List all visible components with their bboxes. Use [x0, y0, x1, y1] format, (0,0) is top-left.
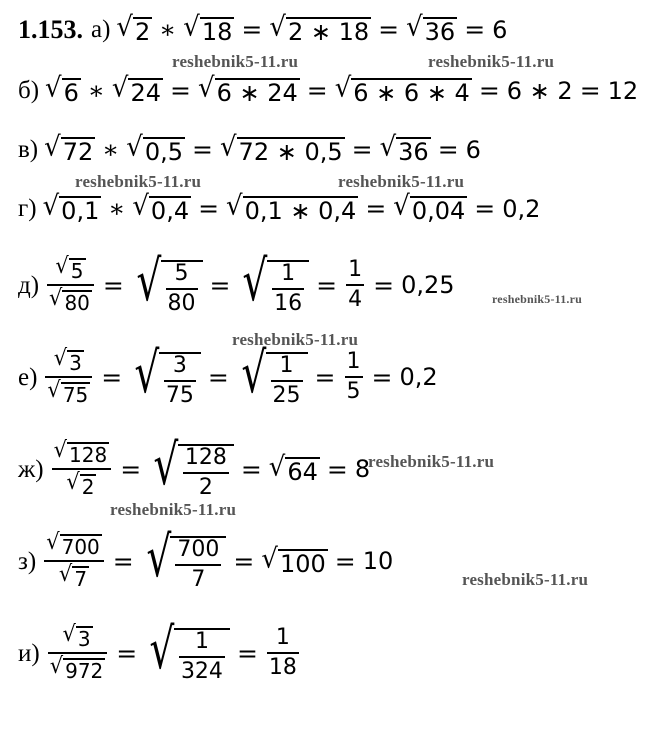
operator: ∗	[102, 135, 120, 165]
radical: √ 36	[379, 131, 429, 166]
big-radical: √ $\frac{1}{16}$	[237, 254, 309, 316]
watermark: reshebnik5-11.ru	[368, 452, 495, 471]
equals: =	[474, 194, 496, 224]
radical: √ 18	[183, 11, 233, 46]
watermark: reshebnik5-11.ru	[232, 330, 359, 349]
equals: =	[198, 194, 220, 224]
equals: =	[170, 76, 191, 106]
big-radical: √ $\frac{700}{7}$	[141, 530, 227, 592]
radical: √ 6	[45, 72, 79, 107]
big-radical: √ $\frac{1}{25}$	[236, 346, 308, 408]
result: 10	[362, 547, 394, 576]
operator: ∗	[87, 76, 105, 106]
row-label: и)	[18, 639, 40, 667]
radical: √ 0,1 ∗ 0,4	[226, 190, 357, 225]
equals: =	[326, 454, 348, 484]
watermark: reshebnik5-11.ru	[428, 52, 555, 71]
equals: =	[207, 362, 229, 392]
equals: =	[365, 194, 387, 224]
row-label: е)	[18, 363, 38, 391]
equals: =	[116, 638, 138, 668]
equals: =	[437, 135, 459, 165]
row-label: г)	[18, 195, 37, 223]
equals: =	[101, 362, 123, 392]
row-e	[18, 341, 438, 409]
row-z	[18, 525, 394, 593]
radical: √ 0,5	[126, 131, 184, 166]
result: 8	[354, 455, 371, 484]
radical: √ 36	[406, 11, 456, 46]
big-radical: √ $\frac{5}{80}$	[131, 254, 203, 316]
result: 0,25	[401, 271, 455, 300]
radical: √ 2	[116, 11, 151, 46]
row-label: з)	[18, 547, 37, 575]
radical: √ 72 ∗ 0,5	[219, 131, 343, 166]
fraction: √ 3 √ 972	[48, 624, 108, 682]
watermark: reshebnik5-11.ru	[338, 172, 465, 191]
big-radical: √ $\frac{128}{2}$	[148, 438, 234, 500]
watermark: reshebnik5-11.ru	[75, 172, 202, 191]
radical: √ 64	[268, 450, 318, 486]
row-label: д)	[18, 271, 40, 299]
big-radical: √ $\frac{3}{75}$	[129, 346, 201, 408]
equals: =	[233, 546, 255, 576]
row-label: в)	[18, 136, 39, 164]
radical: √ 24	[111, 72, 162, 107]
result: 0,2	[399, 363, 438, 392]
row-v	[18, 131, 481, 166]
problem-number: 1.153.	[18, 14, 83, 44]
fraction: √ 700 √ 7	[44, 532, 104, 590]
equals: =	[236, 638, 258, 668]
equals: =	[209, 270, 231, 300]
radical: √ 6 ∗ 24	[197, 72, 298, 107]
row-g	[18, 190, 541, 225]
equals: =	[464, 15, 486, 45]
fraction: √ 3 √ 75	[45, 348, 92, 406]
product: 6 ∗ 2	[506, 76, 573, 105]
result: 6	[465, 135, 481, 164]
equals: =	[241, 15, 263, 45]
result: 12	[607, 76, 639, 105]
equals: =	[112, 546, 134, 576]
row-label: ж)	[18, 455, 44, 483]
equals: =	[306, 76, 328, 106]
radical: √ 72	[44, 131, 94, 166]
watermark: reshebnik5-11.ru	[110, 500, 237, 519]
fraction: √ 128 √ 2	[52, 440, 112, 498]
fraction: $\frac{1}{5}$	[346, 349, 361, 405]
result: 6	[492, 15, 508, 44]
radical: √ 2 ∗ 18	[269, 11, 370, 46]
radical: √ 100	[261, 542, 326, 578]
watermark: reshebnik5-11.ru	[172, 52, 299, 71]
operator: ∗	[108, 194, 126, 224]
equals: =	[240, 454, 262, 484]
equals: =	[478, 76, 500, 106]
equals: =	[334, 546, 356, 576]
row-label: б)	[18, 77, 40, 105]
result: 0,2	[502, 194, 541, 223]
radical: √ 0,04	[393, 190, 466, 225]
operator: ∗	[159, 15, 177, 45]
equals: =	[378, 15, 400, 45]
row-label: а)	[91, 16, 111, 44]
watermark: reshebnik5-11.ru	[492, 292, 582, 306]
watermark: reshebnik5-11.ru	[462, 570, 589, 589]
row-a	[18, 11, 508, 46]
row-i	[18, 617, 301, 685]
equals: =	[102, 270, 124, 300]
equals: =	[351, 135, 373, 165]
row-zh	[18, 433, 371, 501]
equals: =	[373, 270, 395, 300]
radical: √ 0,1	[42, 190, 100, 225]
big-radical: √ $\frac{1}{324}$	[144, 622, 230, 684]
row-b	[18, 72, 639, 107]
equals: =	[371, 362, 393, 392]
equals: =	[579, 76, 601, 106]
equals: =	[120, 454, 142, 484]
radical: √ 6 ∗ 6 ∗ 4	[334, 72, 470, 107]
fraction: $\frac{1}{4}$	[348, 257, 363, 313]
equals: =	[316, 270, 338, 300]
radical: √ 0,4	[132, 190, 190, 225]
fraction: √ 5 √ 80	[47, 256, 94, 314]
equals: =	[192, 135, 213, 165]
row-d	[18, 249, 455, 317]
fraction: $\frac{1}{18}$	[268, 625, 297, 681]
equals: =	[314, 362, 336, 392]
